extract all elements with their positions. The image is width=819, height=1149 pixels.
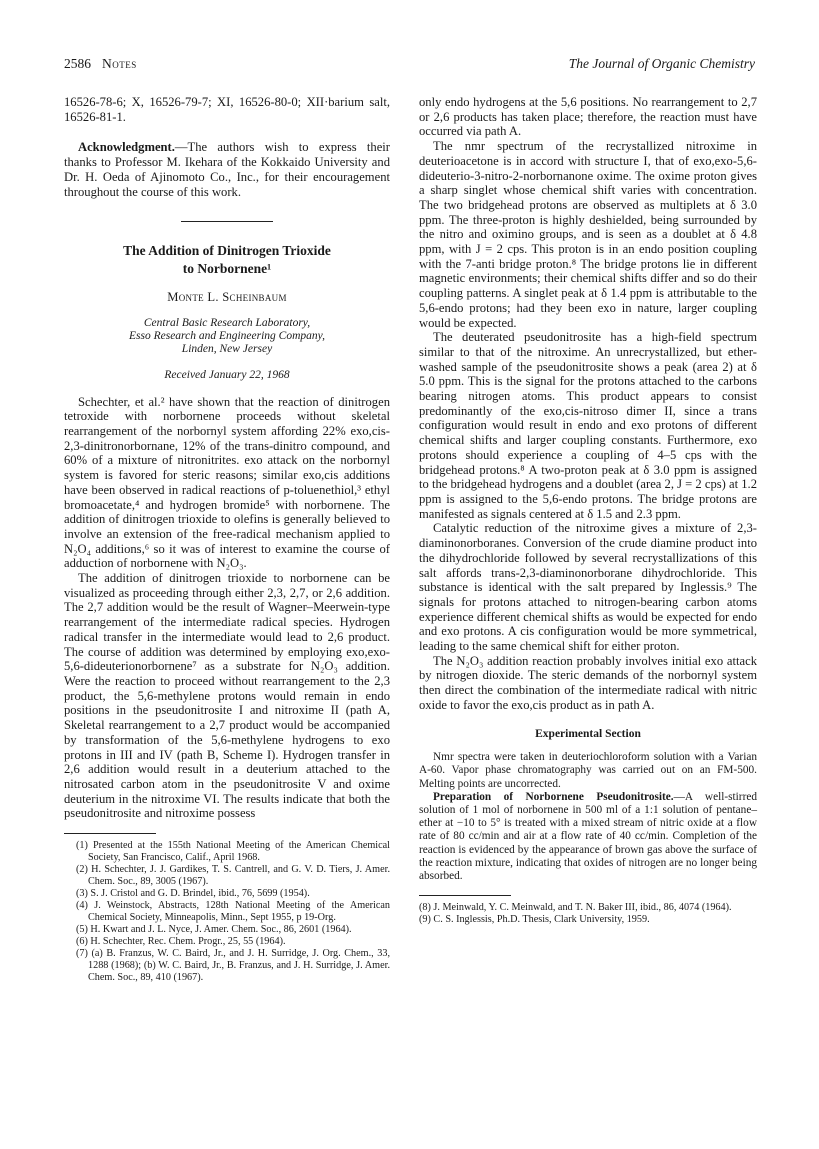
experimental-paragraph-2-text: —A well-stirred solution of 1 mol of norbornene in 500 ml of a 1:1 solution of pentane–ether at −10 to 5° is treated with a mixed stream of nitric oxide at a flow rate of 80 cc/min and air at a flow rate of 40 cc/min. Completion of the reaction is evidenced by the appearance of brown gas above the surface of the reaction mixture, indicating that oxides of nitrogen are no longer being absorbed. — [419, 790, 757, 883]
body-paragraph-7: The N₂O₃ addition reaction probably involves initial exo attack by nitrogen dioxide. The steric demands of the norbornyl system then direct the combination of the intermediate radical with nitric oxide to favor the exo,cis product as in path A. — [419, 653, 757, 712]
experimental-runin-heading: Preparation of Norbornene Pseudonitrosite. — [433, 790, 674, 803]
article-title — [64, 242, 390, 278]
title-line-1: The Addition of Dinitrogen Trioxide — [123, 243, 331, 259]
carryover-text: 16526-78-6; X, 16526-79-7; XI, 16526-80-0; XII·barium salt, 16526-81-1. — [64, 95, 390, 124]
left-column — [64, 95, 390, 984]
acknowledgment — [64, 140, 390, 199]
title-line-2: to Norbornene¹ — [182, 261, 272, 277]
received-date: Received January 22, 1968 — [164, 368, 290, 381]
body-paragraph-1: Schechter, et al.² have shown that the reaction of dinitrogen tetroxide with norbornene proceeds without skeletal rearrangement of the norbornyl system affording 22% exo,cis-2,3-dinitronorbornane, 12% of the trans-dinitro compound, and 60% of a mixture of nitronitrites. exo attack on the norbornyl system is favored for steric reasons; similar exo,cis additions have been observed in radical reactions of p-toluenethiol,³ ethyl bromoacetate,⁴ and hydrogen bromide⁵ with norbornene. The addition of dinitrogen trioxide to olefins is generally believed to involve an extension of the free-radical mechanism applied to N₂O₄ additions,⁶ so it was of interest to examine the course of adduction of norbornene with N₂O₃. — [64, 394, 390, 571]
body-paragraph-5: The deuterated pseudonitrosite has a high-field spectrum similar to that of the nitroxime. An unrecrystallized, but ether-washed sample of the pseudonitrosite shows a peak (area 2) at δ 5.0 ppm. This is the signal for the protons attached to the carbons bearing nitrogen atoms. This product appears to consist predominantly of the exo,cis-nitroso dimer II, since a trans configuration would result in endo and exo protons of different chemical shifts and larger coupling constants. Furthermore, exo protons should experience a coupling of 4–5 cps with the bridgehead protons.⁸ A two-proton peak at δ 3.0 ppm is assigned to the bridgehead hydrogens and a doublet (area 2, J = 2 cps) at 1.2 ppm is assigned to the 5,6-endo protons. The bridge protons are manifested as signals centered at δ 1.5 and 2.3 ppm. — [419, 330, 757, 521]
footnote: (6) H. Schechter, Rec. Chem. Progr., 25, 55 (1964). — [76, 936, 286, 948]
body-paragraph-6: Catalytic reduction of the nitroxime gives a mixture of 2,3-diaminonorboranes. Conversion of the crude diamine product into the dihydrochloride followed by several recrystallizations of this salt affords trans-2,3-diaminonorborane dihydrochloride. This substance is identical with the salt prepared by Inglessis.⁹ The signals for protons attached to nitrogen-bearing carbon atoms experience different chemical shifts as would be expected for endo and exo protons. A cis configuration would be more symmetrical, leading to the same chemical shift for either proton. — [419, 521, 757, 654]
footnote-divider — [64, 833, 156, 834]
right-column — [419, 95, 757, 926]
affiliation-line-1: Central Basic Research Laboratory, — [143, 316, 311, 329]
journal-name: The Journal of Organic Chemistry — [568, 56, 755, 71]
footnotes-right — [419, 902, 757, 926]
footnote-divider — [419, 895, 511, 896]
footnote: (7) (a) B. Franzus, W. C. Baird, Jr., and J. H. Surridge, J. Org. Chem., 33, 1288 (1968); (b) W. C. Baird, Jr., B. Franzus, and J. H. Surridge, J. Amer. Chem. Soc., 89, 410 (1967). — [76, 948, 390, 984]
footnote: (2) H. Schechter, J. J. Gardikes, T. S. Cantrell, and G. V. D. Tiers, J. Amer. Chem. Soc., 89, 3005 (1967). — [76, 864, 390, 888]
running-header — [0, 56, 819, 76]
experimental-heading: Experimental Section — [535, 727, 641, 740]
affiliation-line-2: Esso Research and Engineering Company, — [128, 329, 325, 342]
footnote: (8) J. Meinwald, Y. C. Meinwald, and T. N. Baker III, ibid., 86, 4074 (1964). — [419, 902, 732, 914]
body-paragraph-2: The addition of dinitrogen trioxide to norbornene can be visualized as proceeding through either 2,3, 2,7, or 2,6 addition. The 2,7 addition would be the result of Wagner–Meerwein-type rearrangement of the intermediate radical species. Hydrogen radical transfer in the intermediate would lead to 2,6 product. The course of addition was determined by employing exo,exo-5,6-dideuterionorbornene⁷ as a substrate for N₂O₃ addition. Were the reaction to proceed without rearrangement to the 2,3 product, the 5,6-methylene protons would remain in endo positions in the pseudonitrosite I and nitroxime II (path A, Skeletal rearrangement to a 2,7 product would be accompanied by transformation of the 5,6-methylene hydrogens to exo protons in III and IV (path B, Scheme I). Hydrogen transfer in 2,6 addition would result in a deuterium attached to the nitrosated carbon atom in the pseudonitrosite V and oxime deuterium in the nitroxime VI. The results indicate that both the pseudonitrosite and nitroxime possess — [64, 571, 390, 821]
footnote: (9) C. S. Inglessis, Ph.D. Thesis, Clark University, 1959. — [419, 914, 650, 926]
author-name: Monte L. Scheinbaum — [167, 290, 287, 305]
affiliation — [64, 317, 390, 356]
experimental-paragraph-1: Nmr spectra were taken in deuteriochloroform solution with a Varian A-60. Vapor phase chromatography was carried out on an FM-500. Melting points are uncorrected. — [419, 751, 757, 790]
page-number: 2586 — [64, 56, 91, 71]
experimental-paragraph-2 — [419, 791, 757, 883]
footnote: (1) Presented at the 155th National Meeting of the American Chemical Society, San Francisco, Calif., April 1968. — [76, 840, 390, 864]
footnote: (4) J. Weinstock, Abstracts, 128th National Meeting of the American Chemical Society, Minneapolis, Minn., Sept 1955, p 19-Org. — [76, 900, 390, 924]
affiliation-line-3: Linden, New Jersey — [181, 342, 273, 355]
body-paragraph-4: The nmr spectrum of the recrystallized nitroxime in deuterioacetone is in accord with structure I, that of exo,exo-5,6-dideuterio-3-nitro-2-norbornanone oxime. The oxime proton gives a sharp singlet whose chemical shift varies with concentration. The two bridgehead protons are observed as multiplets at δ 3.0 ppm. The three-proton is highly deshielded, being surrounded by the nitro and oximino groups, and is seen as a doublet at δ 4.8 ppm, with J = 2 cps. This proton is in an endo position coupling with the 7-anti bridge proton.⁸ The bridge protons lie in different magnetic environments; their chemical shifts differ and so do their coupling patterns. A singlet peak at δ 1.4 ppm is attributable to the 5,6-endo protons; had they been exo in nature, larger coupling would be expected. — [419, 139, 757, 330]
footnote: (5) H. Kwart and J. L. Nyce, J. Amer. Chem. Soc., 86, 2601 (1964). — [76, 924, 352, 936]
acknowledgment-text: —The authors wish to express their thanks to Professor M. Ikehara of the Kokkaido University and Dr. H. Oeda of Ajinomoto Co., Inc., for their encouragement throughout the course of this work. — [64, 140, 390, 199]
footnotes-left — [64, 840, 390, 984]
footnote: (3) S. J. Cristol and G. D. Brindel, ibid., 76, 5699 (1954). — [76, 888, 310, 900]
section-divider — [181, 221, 273, 222]
acknowledgment-heading: Acknowledgment. — [78, 140, 175, 155]
body-paragraph-3: only endo hydrogens at the 5,6 positions. No rearrangement to 2,7 or 2,6 products has taken place; therefore, the reaction must have occurred via path A. — [419, 95, 757, 139]
section-label: Notes — [102, 56, 137, 71]
